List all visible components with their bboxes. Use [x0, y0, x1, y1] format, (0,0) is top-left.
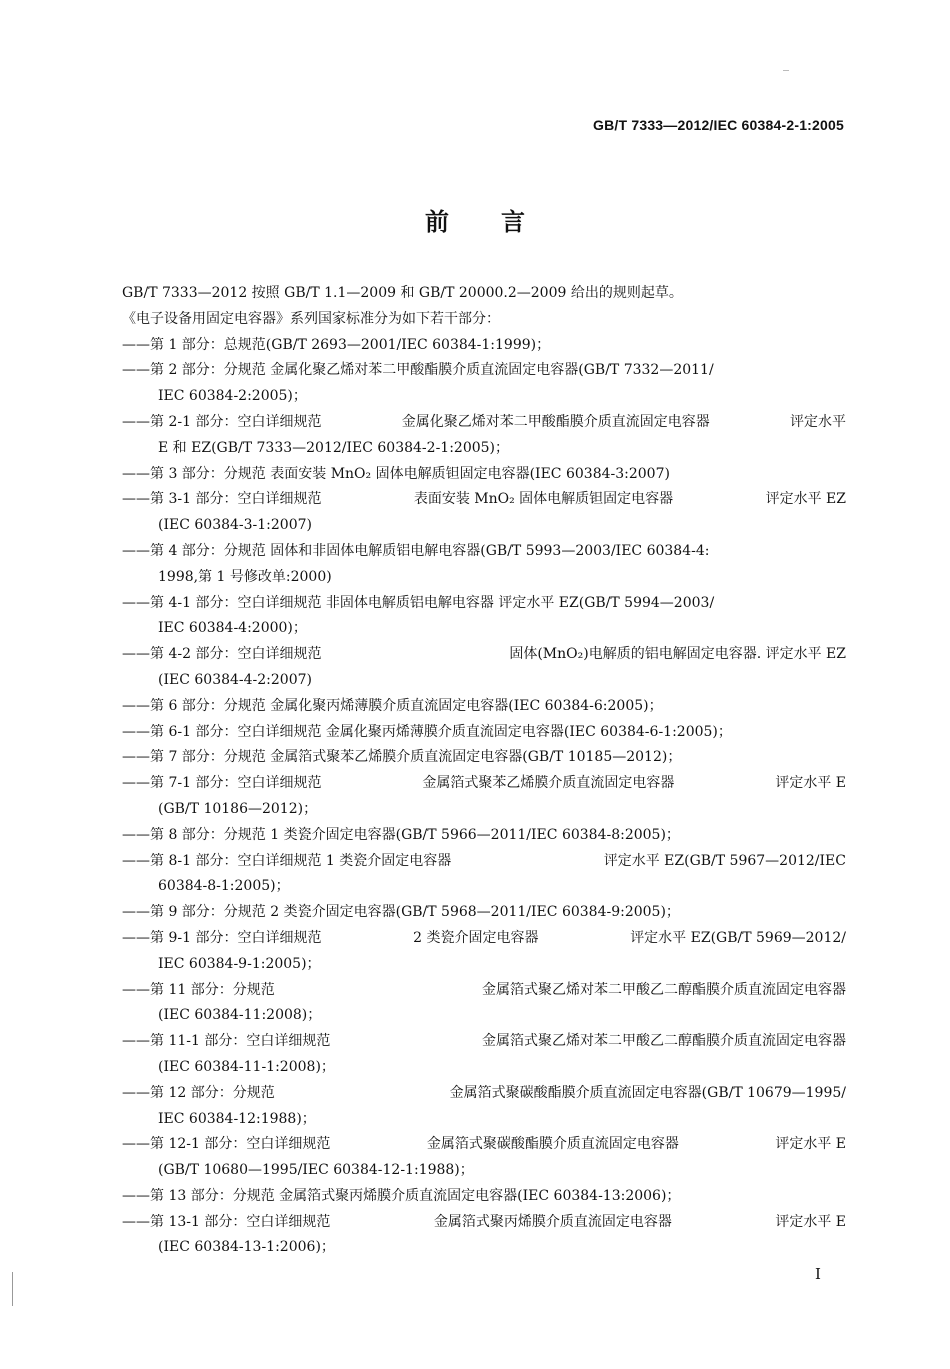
list-item-segment: (IEC 60384-13-1:2006)；: [158, 1239, 335, 1256]
list-item: [122, 771, 846, 797]
list-item-segment: 固体(MnO₂)电解质的铝电解固定电容器. 评定水平 EZ: [509, 646, 846, 663]
list-item-segment: (GB/T 10186—2012)；: [158, 800, 318, 817]
list-item: [122, 462, 846, 488]
list-item-segment: ——第 4 部分：分规范 固体和非固体电解质铝电解电容器(GB/T 5993—2003/IEC 60384-4:: [122, 542, 710, 559]
list-item: [122, 616, 846, 642]
list-item-segment: ——第 7-1 部分：空白详细规范: [122, 775, 322, 792]
list-item: [122, 1210, 846, 1236]
list-item-segment: 金属箔式聚碳酸酯膜介质直流固定电容器: [426, 1136, 679, 1153]
page-title: [0, 202, 950, 237]
list-item-segment: 评定水平 EZ: [765, 491, 846, 508]
list-item: [122, 900, 846, 926]
list-item: [122, 926, 846, 952]
list-item: [122, 823, 846, 849]
list-item-segment: IEC 60384-12:1988)；: [158, 1110, 316, 1127]
list-item: [122, 720, 846, 746]
list-item-segment: ——第 9-1 部分：空白详细规范: [122, 929, 322, 946]
list-item: [122, 565, 846, 591]
list-item-segment: ——第 13 部分：分规范 金属箔式聚丙烯膜介质直流固定电容器(IEC 60384-13:2006)；: [122, 1187, 681, 1204]
list-item-segment: ——第 1 部分：总规范(GB/T 2693—2001/IEC 60384-1:1999)；: [122, 336, 551, 353]
parts-list: [122, 333, 846, 1262]
list-item-segment: ——第 4-1 部分：空白详细规范 非固体电解质铝电解电容器 评定水平 EZ(GB/T 5994—2003/: [122, 594, 715, 611]
list-item-segment: 评定水平: [789, 413, 846, 430]
list-item-segment: ——第 3 部分：分规范 表面安装 MnO₂ 固体电解质钽固定电容器(IEC 60384-3:2007): [122, 465, 670, 482]
list-item-segment: ——第 6 部分：分规范 金属化聚丙烯薄膜介质直流固定电容器(IEC 60384-6:2005)；: [122, 697, 663, 714]
list-item: [122, 1132, 846, 1158]
list-item-segment: ——第 8 部分：分规范 1 类瓷介固定电容器(GB/T 5966—2011/IEC 60384-8:2005)；: [122, 826, 680, 843]
list-item: [122, 487, 846, 513]
list-item-segment: 评定水平 E: [775, 775, 846, 792]
list-item-segment: 金属箔式聚乙烯对苯二甲酸乙二醇酯膜介质直流固定电容器: [482, 1033, 846, 1050]
list-item-segment: 金属箔式聚碳酸酯膜介质直流固定电容器(GB/T 10679—1995/: [449, 1084, 846, 1101]
list-item-segment: 评定水平 EZ(GB/T 5969—2012/: [630, 929, 846, 946]
list-item-segment: ——第 9 部分：分规范 2 类瓷介固定电容器(GB/T 5968—2011/IEC 60384-9:2005)；: [122, 904, 680, 921]
list-item-segment: E 和 EZ(GB/T 7333—2012/IEC 60384-2-1:2005)；: [158, 439, 510, 456]
list-item: [122, 874, 846, 900]
list-item-segment: IEC 60384-4:2000)；: [158, 620, 307, 637]
list-item: [122, 1003, 846, 1029]
standard-code-header: GB/T 7333—2012/IEC 60384-2-1:2005: [593, 117, 844, 133]
list-item-segment: ——第 12 部分：分规范: [122, 1084, 275, 1101]
list-item: [122, 978, 846, 1004]
scan-mark: [783, 70, 789, 71]
list-item-segment: 评定水平 E: [775, 1136, 846, 1153]
list-item: [122, 1029, 846, 1055]
list-item: [122, 1107, 846, 1133]
list-item: [122, 436, 846, 462]
list-item: [122, 694, 846, 720]
list-item-segment: ——第 4-2 部分：空白详细规范: [122, 646, 322, 663]
list-item-segment: (GB/T 10680—1995/IEC 60384-12-1:1988)；: [158, 1162, 474, 1179]
list-item-segment: IEC 60384-2:2005)；: [158, 388, 307, 405]
list-item-segment: ——第 8-1 部分：空白详细规范 1 类瓷介固定电容器: [122, 852, 452, 869]
list-item-segment: ——第 11 部分：分规范: [122, 981, 275, 998]
list-item: [122, 745, 846, 771]
list-item-segment: 表面安装 MnO₂ 固体电解质钽固定电容器: [413, 491, 674, 508]
list-item: [122, 1081, 846, 1107]
title-char-1: 前: [425, 208, 449, 236]
list-item-segment: ——第 3-1 部分：空白详细规范: [122, 491, 322, 508]
list-item: [122, 668, 846, 694]
list-item-segment: ——第 11-1 部分：空白详细规范: [122, 1033, 331, 1050]
list-item-segment: IEC 60384-9-1:2005)；: [158, 955, 321, 972]
list-item-segment: 评定水平 E: [775, 1213, 846, 1230]
list-item-segment: 金属化聚乙烯对苯二甲酸酯膜介质直流固定电容器: [401, 413, 710, 430]
intro-paragraph: GB/T 7333—2012 按照 GB/T 1.1—2009 和 GB/T 20000.2—2009 给出的规则起草。: [122, 285, 683, 301]
list-item-segment: 金属箔式聚苯乙烯膜介质直流固定电容器: [422, 775, 675, 792]
list-item: [122, 1184, 846, 1210]
list-item: [122, 384, 846, 410]
list-item-segment: 60384-8-1:2005)；: [158, 878, 290, 895]
document-body: [122, 281, 846, 1261]
list-item: [122, 513, 846, 539]
list-item: [122, 797, 846, 823]
intro-paragraph: 《电子设备用固定电容器》系列国家标准分为如下若干部分：: [122, 310, 500, 327]
list-item: [122, 333, 846, 359]
list-item-segment: 金属箔式聚丙烯膜介质直流固定电容器: [433, 1213, 672, 1230]
scan-margin-line: [12, 1272, 13, 1306]
list-item-segment: (IEC 60384-11:2008)；: [158, 1007, 322, 1024]
list-item: [122, 849, 846, 875]
list-item: [122, 1055, 846, 1081]
list-item: [122, 591, 846, 617]
list-item-segment: ——第 6-1 部分：空白详细规范 金属化聚丙烯薄膜介质直流固定电容器(IEC 60384-6-1:2005)；: [122, 723, 732, 740]
list-item-segment: (IEC 60384-3-1:2007): [158, 517, 312, 534]
list-item: [122, 358, 846, 384]
list-item: [122, 952, 846, 978]
list-item: [122, 410, 846, 436]
list-item: [122, 539, 846, 565]
list-item-segment: 金属箔式聚乙烯对苯二甲酸乙二醇酯膜介质直流固定电容器: [482, 981, 846, 998]
list-item-segment: ——第 13-1 部分：空白详细规范: [122, 1213, 331, 1230]
list-item-segment: 2 类瓷介固定电容器: [413, 929, 539, 946]
list-item: [122, 642, 846, 668]
title-char-2: 言: [501, 208, 525, 236]
list-item-segment: 1998,第 1 号修改单:2000): [158, 568, 332, 585]
list-item: [122, 1235, 846, 1261]
list-item-segment: 评定水平 EZ(GB/T 5967—2012/IEC: [603, 852, 846, 869]
list-item-segment: (IEC 60384-4-2:2007): [158, 671, 312, 688]
list-item: [122, 1158, 846, 1184]
list-item-segment: (IEC 60384-11-1:2008)；: [158, 1058, 335, 1075]
list-item-segment: ——第 2-1 部分：空白详细规范: [122, 413, 322, 430]
list-item-segment: ——第 2 部分：分规范 金属化聚乙烯对苯二甲酸酯膜介质直流固定电容器(GB/T 7332—2011/: [122, 362, 714, 379]
list-item-segment: ——第 7 部分：分规范 金属箔式聚苯乙烯膜介质直流固定电容器(GB/T 10185—2012)；: [122, 749, 682, 766]
list-item-segment: ——第 12-1 部分：空白详细规范: [122, 1136, 331, 1153]
page-number: I: [815, 1265, 821, 1283]
